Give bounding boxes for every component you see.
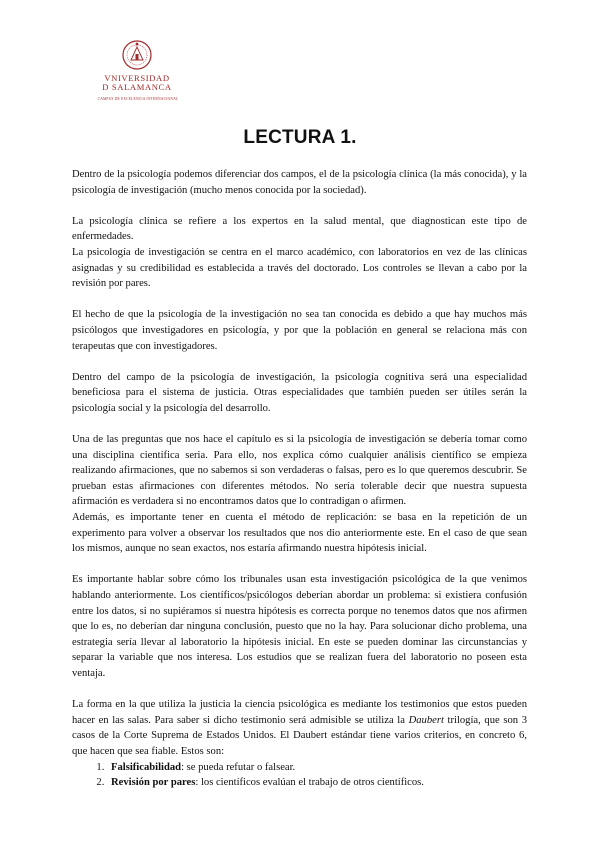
criterion-description: : se pueda refutar o falsear. [181,761,296,773]
university-name-line1: VNIVERSIDAD [104,73,170,83]
list-item [107,775,527,791]
paragraph-courts: Es importante hablar sobre cómo los tribunales usan esta investigación psicológica de la que venimos hablando anteriormente. Los científicos/psicólogos deberían abordar un problema: si existiera confusión entre los datos, si no supiéramos si nuestra hipótesis es correcta porque no tenemos datos que nos afirmen que lo es, no deberían dar ninguna conclusión, puesto que no la hay. Para solucionar dicho problema, una estrategia sería llevar al laboratorio la hipótesis inicial. En este se pueden dominar las circunstancias y separar la variable que nos interesa. Los estudios que se realizan fuera del laboratorio no poseen esta ventaja. [72,574,527,679]
university-name-line2: D SALAMANCA [102,82,172,92]
criterion-description: : los científicos evalúan el trabajo de otros científicos. [195,777,424,789]
list-item [107,760,527,776]
criterion-term: Revisión por pares [111,777,196,789]
paragraph-daubert [72,697,527,759]
paragraph-clinical: La psicología clínica se refiere a los expertos en la salud mental, que diagnostican este tipo de enfermedades. [72,215,527,243]
paragraph-visibility: El hecho de que la psicología de la investigación no sea tan conocida es debido a que hay muchos más psicólogos que investigadores en psicología, y por que la población en general se relaciona más con terapeutas que con investigadores. [72,309,527,352]
paragraph-intro: Dentro de la psicología podemos diferenciar dos campos, el de la psicología clínica (la más conocida), y la psicología de investigación (mucho menos conocida por la sociedad). [72,169,527,196]
university-name [92,74,182,92]
daubert-text-before: La forma en la que utiliza la justicia la ciencia psicológica es mediante los testimonios que estos pueden hacer en las salas. Para saber si dicho testimonio será admisible se utiliza la [72,699,527,726]
university-crest-icon [122,38,152,72]
paragraph-research: La psicología de investigación se centra en el marco académico, con laboratorios en vez de las clínicas asignadas y su credibilidad es establecida a través del doctorado. Los controles se llevan a cabo por la revisión por pares. [72,246,527,290]
paragraph-cognitive: Dentro del campo de la psicología de investigación, la psicología cognitiva será una especialidad beneficiosa para el sistema de justicia. Otras especialidades que también pueden ser útiles serán la psicología social y la psicología del desarrollo. [72,371,527,414]
daubert-text-after: trilogía, que son 3 casos de la Corte Suprema de Estados Unidos. El Daubert estándar tiene varios criterios, en concreto 6, que hacen que sea fiable. Estos son: [72,714,527,757]
daubert-italic: Daubert [408,714,444,726]
criteria-list [72,760,527,791]
university-subtitle: CAMPUS DE EXCELENCIA INTERNACIONAL [97,97,179,101]
paragraph-scientific: Una de las preguntas que nos hace el capítulo es si la psicología de investigación se debería tomar como una disciplina científica seria. Para ello, nos explica cómo cualquier análisis científico se empieza realizando afirmaciones, que no sabemos si son verdaderas o falsas, pero es lo que queremos descubrir. Se prueban estas afirmaciones con diferentes métodos. No sería tolerable decir que nuestra supuesta afirmación es verdadera si no encontramos datos que lo contradigan o afirmen. [72,434,527,508]
page-title: LECTURA 1. [243,127,357,148]
university-logo [92,38,182,108]
criterion-term: Falsificabilidad [111,761,182,773]
paragraph-replication: Además, es importante tener en cuenta el método de replicación: se basa en la repetición de un experimento para volver a observar los resultados que nos dio anteriormente este. En el caso de que sean los mismos, aunque no sean exactos, nos estaría afirmando nuestra hipótesis inicial. [72,512,527,555]
body-text [72,167,527,791]
